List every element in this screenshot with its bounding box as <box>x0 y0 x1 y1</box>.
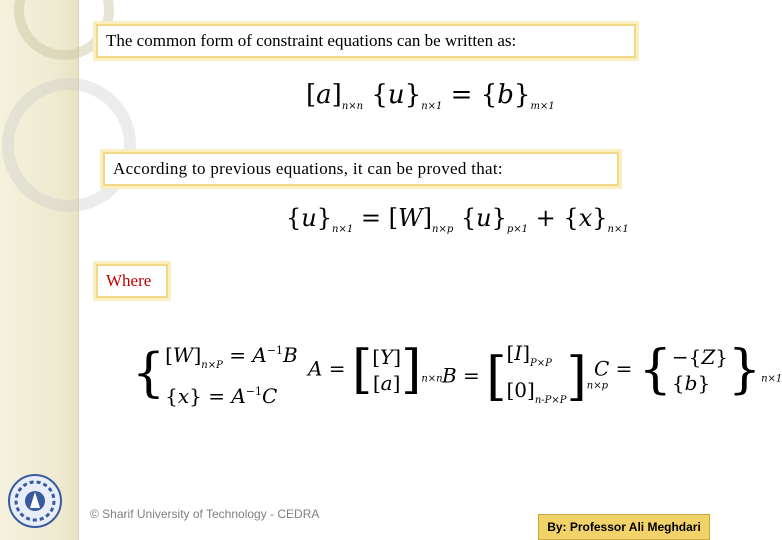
intro-text-box <box>96 24 636 58</box>
constraint-form-equation: $[a]_{n\times n}$ $\{u\}_{n\times 1} = \{b\}_{m\times 1}$ <box>306 80 555 112</box>
copyright-footer: © Sharif University of Technology - CEDRA <box>90 507 320 521</box>
proof-text: According to previous equations, it can be proved that: <box>113 159 503 178</box>
proof-text-box <box>103 152 619 186</box>
decorative-ring <box>2 78 136 212</box>
where-label: Where <box>106 271 152 290</box>
university-logo-icon <box>8 474 62 528</box>
intro-text: The common form of constraint equations can be written as: <box>106 31 517 50</box>
author-badge: By: Professor Ali Meghdari <box>538 514 710 540</box>
definition-w-x-equation: {$[W]_{n\times P} = A^{-1}B$ $\{x\} = A^{-1}C$ <box>132 343 298 408</box>
definition-a-equation: A = [[Y] $[a]]_{n\times n}$ <box>308 340 443 400</box>
where-label-box <box>96 264 168 298</box>
definition-b-equation: $B = [[I]_{P\times P}$ $[0]_{n-P\times P}]_{n\times p}$ <box>442 341 609 407</box>
proved-relation-equation: $\{u\}_{n\times 1} = [W]_{n\times p}$ $\{u\}_{p\times 1} + \{x\}_{n\times 1}$ <box>286 204 629 235</box>
definition-c-equation: C = {−{Z} $\{b\}\}_{n\times 1}$ <box>594 340 782 400</box>
